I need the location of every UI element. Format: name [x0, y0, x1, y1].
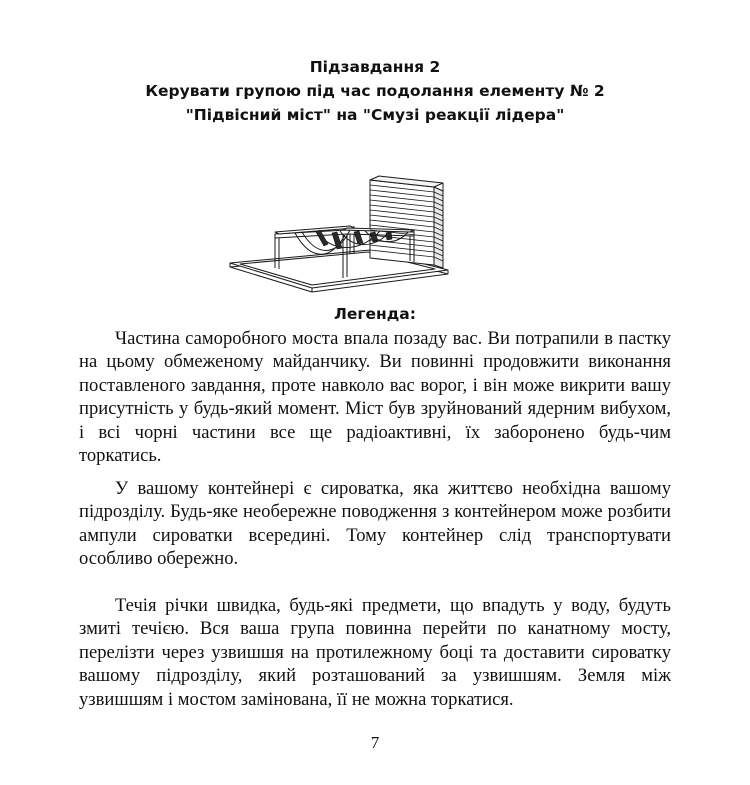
page-number: 7 [370, 733, 380, 752]
subtask-heading: Керувати групою під час подолання елементу № 2 [145, 82, 605, 100]
legend-paragraph-3 [79, 594, 671, 711]
paragraph-text: Частина саморобного моста впала позаду вас. Ви потрапили в пастку на цьому обмеженому майданчику. Ви повинні продовжити виконання поставленого завдання, проте навколо вас ворог, і він може викрити вашу присутність у будь-який момент. Міст був зруйнований ядерним вибухом, і всі чорні частини все ще радіоактивні, їх заборонено будь-чим торкатись. [79, 328, 671, 467]
legend-paragraph-2 [79, 477, 671, 571]
paragraph-text: У вашому контейнері є сироватка, яка життєво необхідна вашому підрозділу. Будь-яке необережне поводження з контейнером може розбити ампули сироватки всередині. Тому контейнер слід транспортувати особливо обережно. [79, 478, 671, 570]
paragraph-text: Течія річки швидка, будь-які предмети, що впадуть у воду, будуть змиті течією. Вся ваша група повинна перейти по канатному мосту, перелізти через узвишшя на протилежному боці та доставити сироватку вашому підрозділу, який розташований за узвишшям. Земля між узвишшям і мостом замінована, її не можна торкатися. [79, 595, 671, 710]
legend-paragraph-1 [79, 327, 671, 467]
subtask-subheading: "Підвісний міст" на "Смузі реакції лідера" [185, 106, 565, 124]
subtask-title: Підзавдання 2 [309, 58, 441, 76]
legend-title: Легенда: [334, 305, 416, 323]
bridge-illustration [220, 170, 460, 300]
